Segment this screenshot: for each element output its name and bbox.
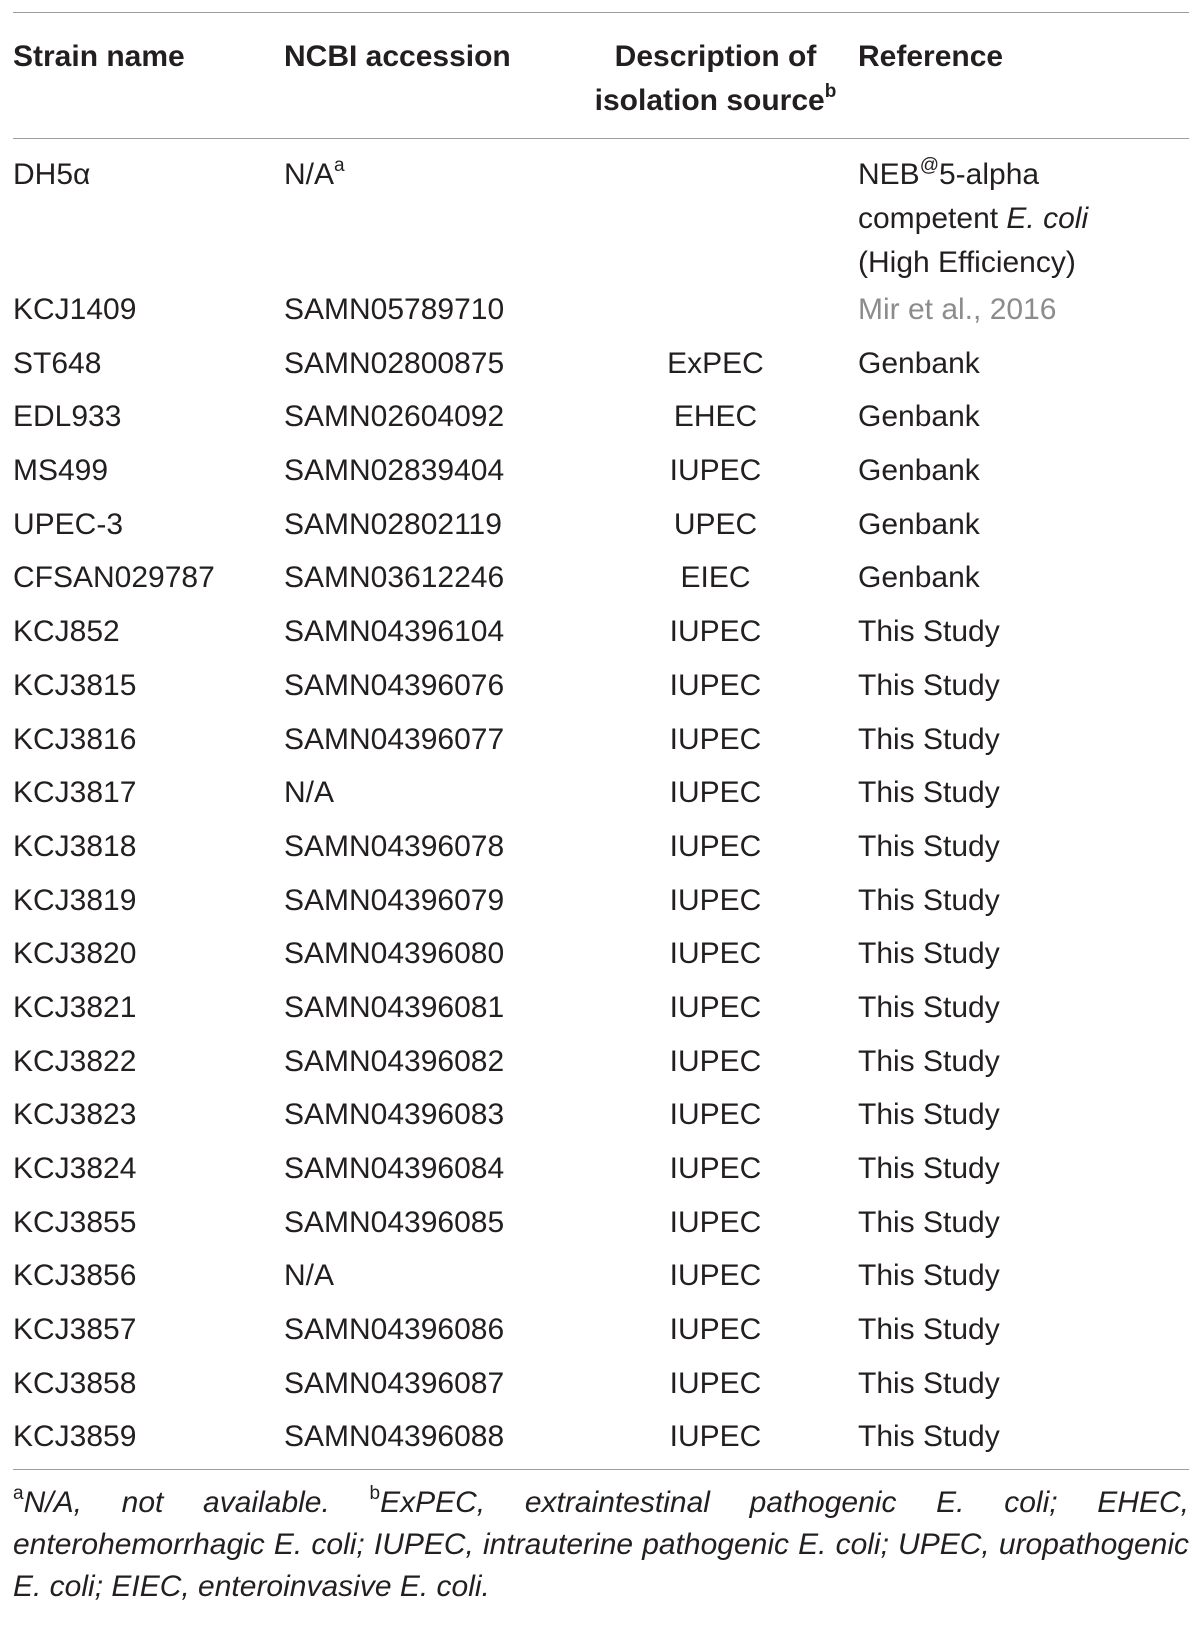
cell-ncbi: SAMN04396088 bbox=[284, 1420, 505, 1454]
table-row bbox=[13, 395, 1189, 449]
cell-description: IUPEC bbox=[669, 1366, 762, 1400]
strain-table bbox=[13, 13, 1189, 1469]
cell-strain: KCJ3817 bbox=[13, 776, 137, 810]
cell-description: IUPEC bbox=[669, 1098, 762, 1132]
cell-strain: ST648 bbox=[13, 346, 102, 380]
cell-ncbi: SAMN04396083 bbox=[284, 1098, 505, 1132]
table-row bbox=[13, 1415, 1189, 1469]
cell-reference: This Study bbox=[858, 1420, 1000, 1454]
cell-ncbi: SAMN04396082 bbox=[284, 1044, 505, 1078]
cell-ncbi: SAMN02604092 bbox=[284, 400, 505, 434]
ref-line3: (High Efficiency) bbox=[858, 245, 1076, 279]
cell-ncbi: SAMN04396081 bbox=[284, 990, 505, 1024]
cell-description: IUPEC bbox=[669, 1152, 762, 1185]
cell-ncbi: N/A bbox=[284, 776, 335, 810]
cell-reference: This Study bbox=[858, 615, 1000, 649]
header-strain-name: Strain name bbox=[13, 40, 185, 73]
table-row bbox=[13, 1308, 1189, 1362]
header-description-line1: Description of bbox=[614, 40, 817, 73]
cell-strain: CFSAN029787 bbox=[13, 561, 215, 595]
cell-ncbi: SAMN03612246 bbox=[284, 561, 505, 595]
ref-line2a: competent bbox=[858, 201, 1007, 235]
cell-ncbi: SAMN04396085 bbox=[284, 1205, 505, 1239]
cell-strain: KCJ3821 bbox=[13, 990, 137, 1024]
cell-description: ExPEC bbox=[667, 346, 764, 380]
cell-ncbi bbox=[284, 138, 573, 288]
cell-ncbi: SAMN04396076 bbox=[284, 668, 505, 702]
cell-strain: KCJ3855 bbox=[13, 1205, 137, 1239]
cell-strain: KCJ3815 bbox=[13, 668, 137, 702]
cell-description: EHEC bbox=[673, 400, 758, 434]
footnote-b-mark: b bbox=[369, 1483, 381, 1505]
cell-reference: This Study bbox=[858, 1313, 1000, 1347]
table-row bbox=[13, 610, 1189, 664]
cell-description: IUPEC bbox=[669, 990, 762, 1024]
cell-strain: KCJ3824 bbox=[13, 1152, 137, 1185]
cell-reference: This Study bbox=[858, 668, 1000, 702]
cell-reference: Mir et al., 2016 bbox=[858, 293, 1057, 326]
cell-ncbi-text: N/A bbox=[284, 157, 335, 191]
cell-reference: This Study bbox=[858, 722, 1000, 756]
cell-ncbi: SAMN02802119 bbox=[284, 507, 502, 541]
table-row bbox=[13, 138, 1189, 288]
cell-strain: KCJ3857 bbox=[13, 1313, 137, 1347]
cell-description: IUPEC bbox=[669, 1313, 762, 1347]
cell-reference: This Study bbox=[858, 1259, 1000, 1293]
cell-ncbi: N/A bbox=[284, 1259, 335, 1293]
header-ncbi-accession: NCBI accession bbox=[284, 40, 511, 73]
cell-reference: Genbank bbox=[858, 454, 980, 488]
cell-ncbi: SAMN04396078 bbox=[284, 829, 505, 863]
ref-part2: 5-alpha bbox=[938, 157, 1040, 191]
cell-strain: KCJ3859 bbox=[13, 1420, 137, 1454]
header-reference: Reference bbox=[858, 40, 1004, 73]
footnote-a-mark: a bbox=[13, 1483, 24, 1505]
cell-ncbi: SAMN02839404 bbox=[284, 454, 505, 488]
ref-at-mark: @ bbox=[919, 154, 939, 176]
table-row bbox=[13, 825, 1189, 879]
cell-strain: KCJ3823 bbox=[13, 1098, 137, 1132]
header-description bbox=[573, 13, 858, 138]
cell-reference: This Study bbox=[858, 1044, 1000, 1078]
cell-strain: KCJ3822 bbox=[13, 1044, 137, 1078]
cell-reference: This Study bbox=[858, 990, 1000, 1024]
cell-strain: UPEC-3 bbox=[13, 507, 124, 541]
ncbi-footnote-mark: a bbox=[334, 154, 345, 176]
cell-strain: KCJ1409 bbox=[13, 293, 137, 326]
cell-description: IUPEC bbox=[669, 829, 762, 863]
table-container bbox=[13, 12, 1189, 1608]
cell-reference: This Study bbox=[858, 829, 1000, 863]
table-row bbox=[13, 664, 1189, 718]
cell-description: UPEC bbox=[673, 507, 758, 541]
cell-reference: This Study bbox=[858, 937, 1000, 971]
cell-ncbi: SAMN04396080 bbox=[284, 937, 505, 971]
cell-strain: KCJ852 bbox=[13, 615, 120, 649]
cell-description bbox=[573, 288, 858, 342]
cell-strain: KCJ3858 bbox=[13, 1366, 137, 1400]
header-row bbox=[13, 13, 1189, 138]
cell-ncbi: SAMN04396077 bbox=[284, 722, 505, 756]
cell-strain: KCJ3816 bbox=[13, 722, 137, 756]
cell-description: IUPEC bbox=[669, 1205, 762, 1239]
cell-strain: KCJ3819 bbox=[13, 883, 137, 917]
table-row bbox=[13, 556, 1189, 610]
table-row bbox=[13, 1040, 1189, 1094]
ref-line2b: E. coli bbox=[1006, 201, 1089, 235]
cell-reference: This Study bbox=[858, 1366, 1000, 1400]
table-row bbox=[13, 1201, 1189, 1255]
table-row bbox=[13, 288, 1189, 342]
cell-ncbi: SAMN04396087 bbox=[284, 1366, 505, 1400]
cell-ncbi: SAMN04396084 bbox=[284, 1152, 505, 1185]
table-footnote bbox=[13, 1474, 1189, 1608]
cell-ncbi: SAMN04396104 bbox=[284, 615, 505, 649]
cell-strain: KCJ3818 bbox=[13, 829, 137, 863]
cell-reference: Genbank bbox=[858, 507, 980, 541]
cell-reference: This Study bbox=[858, 776, 1000, 810]
cell-strain: EDL933 bbox=[13, 400, 122, 434]
cell-description: IUPEC bbox=[669, 722, 762, 756]
cell-reference: This Study bbox=[858, 1098, 1000, 1132]
cell-reference: Genbank bbox=[858, 346, 980, 380]
table-row bbox=[13, 986, 1189, 1040]
cell-strain: KCJ3820 bbox=[13, 937, 137, 971]
cell-reference: This Study bbox=[858, 1205, 1000, 1239]
cell-description bbox=[573, 138, 858, 288]
cell-description: IUPEC bbox=[669, 668, 762, 702]
cell-reference: This Study bbox=[858, 1152, 1000, 1185]
table-row bbox=[13, 1362, 1189, 1416]
cell-description: IUPEC bbox=[669, 1420, 762, 1454]
table-row bbox=[13, 932, 1189, 986]
table-row bbox=[13, 879, 1189, 933]
bottom-rule bbox=[13, 1469, 1189, 1470]
cell-reference: This Study bbox=[858, 883, 1000, 917]
cell-ncbi: SAMN04396079 bbox=[284, 883, 505, 917]
table-row bbox=[13, 342, 1189, 396]
cell-description: IUPEC bbox=[669, 883, 762, 917]
cell-strain: DH5α bbox=[13, 157, 91, 191]
table-row bbox=[13, 449, 1189, 503]
cell-description: IUPEC bbox=[669, 937, 762, 971]
cell-strain: MS499 bbox=[13, 454, 109, 488]
cell-description: IUPEC bbox=[669, 454, 762, 488]
footnote-b-text: ExPEC, extraintestinal pathogenic E. coli; EHEC, enterohemorrhagic E. coli; IUPEC, intrauterine pathogenic E. coli; UPEC, uropathogenic E. coli; EIEC, enteroinvasive E. coli. bbox=[13, 1486, 1189, 1604]
header-description-footnote-mark: b bbox=[824, 81, 837, 102]
cell-description: IUPEC bbox=[669, 776, 762, 810]
cell-description: IUPEC bbox=[669, 1259, 762, 1293]
cell-description: EIEC bbox=[680, 561, 751, 595]
table-row bbox=[13, 771, 1189, 825]
footnote-a-text: N/A, not available. bbox=[23, 1486, 370, 1520]
cell-description: IUPEC bbox=[669, 615, 762, 649]
cell-reference: Genbank bbox=[858, 561, 980, 595]
cell-ncbi: SAMN02800875 bbox=[284, 346, 505, 380]
table-row bbox=[13, 503, 1189, 557]
table-row bbox=[13, 1254, 1189, 1308]
cell-ncbi: SAMN05789710 bbox=[284, 293, 505, 326]
table-row bbox=[13, 1093, 1189, 1147]
table-row bbox=[13, 718, 1189, 772]
cell-ncbi: SAMN04396086 bbox=[284, 1313, 505, 1347]
cell-strain: KCJ3856 bbox=[13, 1259, 137, 1293]
cell-reference bbox=[858, 138, 1189, 288]
cell-description: IUPEC bbox=[669, 1044, 762, 1078]
header-description-line2: isolation source bbox=[594, 84, 825, 117]
cell-reference: Genbank bbox=[858, 400, 980, 434]
table-row bbox=[13, 1147, 1189, 1201]
ref-part1: NEB bbox=[858, 157, 920, 191]
